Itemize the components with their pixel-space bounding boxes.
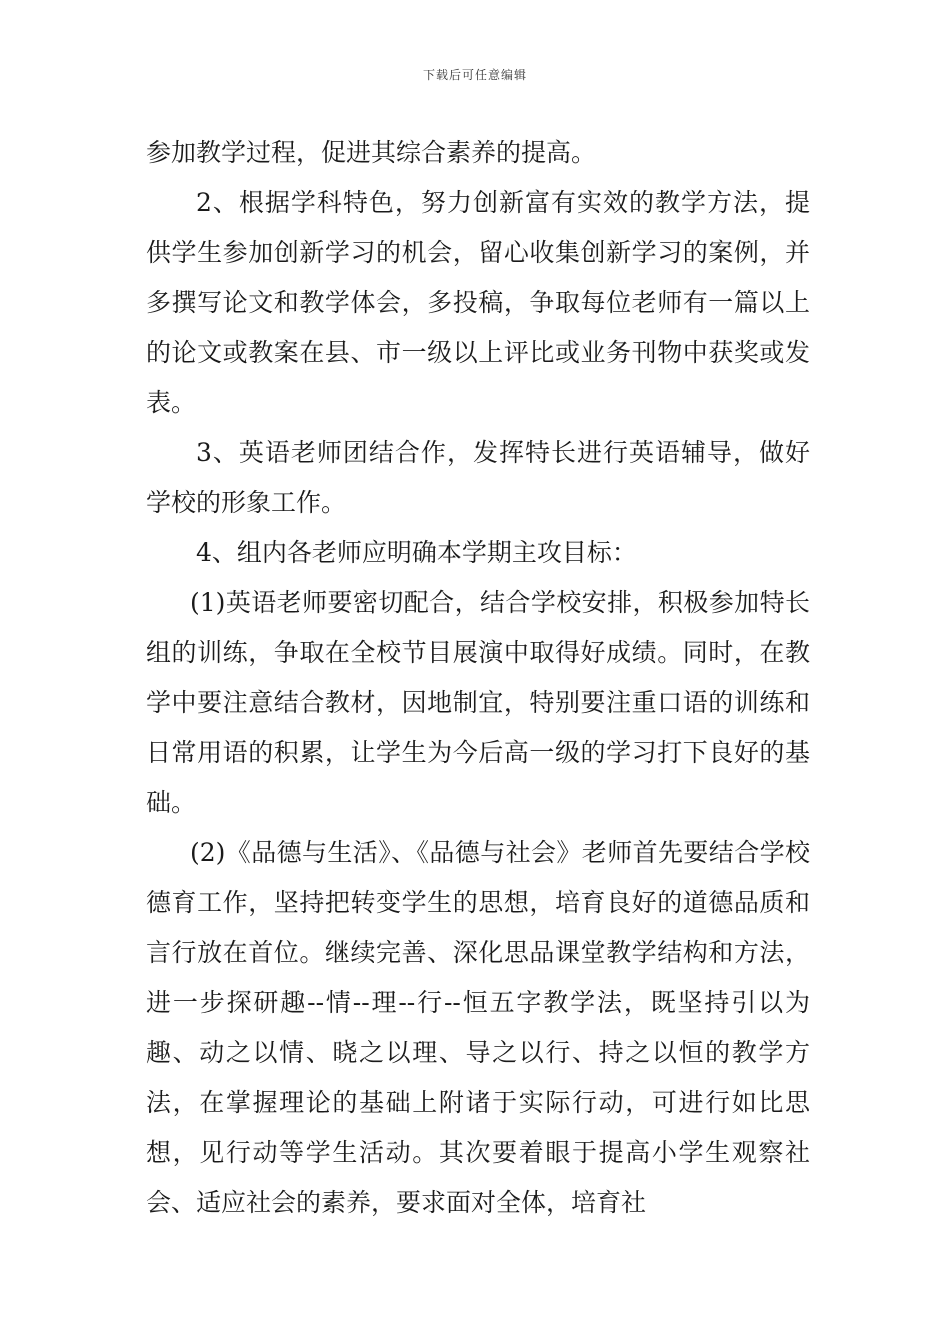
paragraph-item-3: 3、英语老师团结合作，发挥特长进行英语辅导，做好学校的形象工作。 [146, 438, 810, 517]
paragraph-subitem-2: (2)《品德与生活》、《品德与社会》老师首先要结合学校德育工作，坚持把转变学生的思想，培育良好的道德品质和言行放在首位。继续完善、深化思品课堂教学结构和方法，进一步探研趣--情--理--行--恒五字教学法，既坚持引以为趣、动之以情、晓之以理、导之以行、持之以恒的教学方法，在掌握理论的基础上附诸于实际行动，可进行如比思想，见行动等学生活动。其次要着眼于提高小学生观察社会、适应社会的素养，要求面对全体，培育社 [146, 838, 810, 1217]
paragraph-subitem-1: (1)英语老师要密切配合，结合学校安排，积极参加特长组的训练，争取在全校节目展演中取得好成绩。同时，在教学中要注意结合教材，因地制宜，特别要注重口语的训练和日常用语的积累，让学生为今后高一级的学习打下良好的基础。 [146, 588, 810, 817]
document-body [146, 128, 810, 1228]
paragraph-continuation: 参加教学过程，促进其综合素养的提高。 [146, 138, 597, 167]
paragraph-item-2: 2、根据学科特色，努力创新富有实效的教学方法，提供学生参加创新学习的机会，留心收集创新学习的案例，并多撰写论文和教学体会，多投稿，争取每位老师有一篇以上的论文或教案在县、市一级以上评比或业务刊物中获奖或发表。 [146, 188, 810, 417]
paragraph-item-4: 4、组内各老师应明确本学期主攻目标： [196, 538, 637, 567]
page-header: 下载后可任意编辑 [422, 68, 527, 82]
